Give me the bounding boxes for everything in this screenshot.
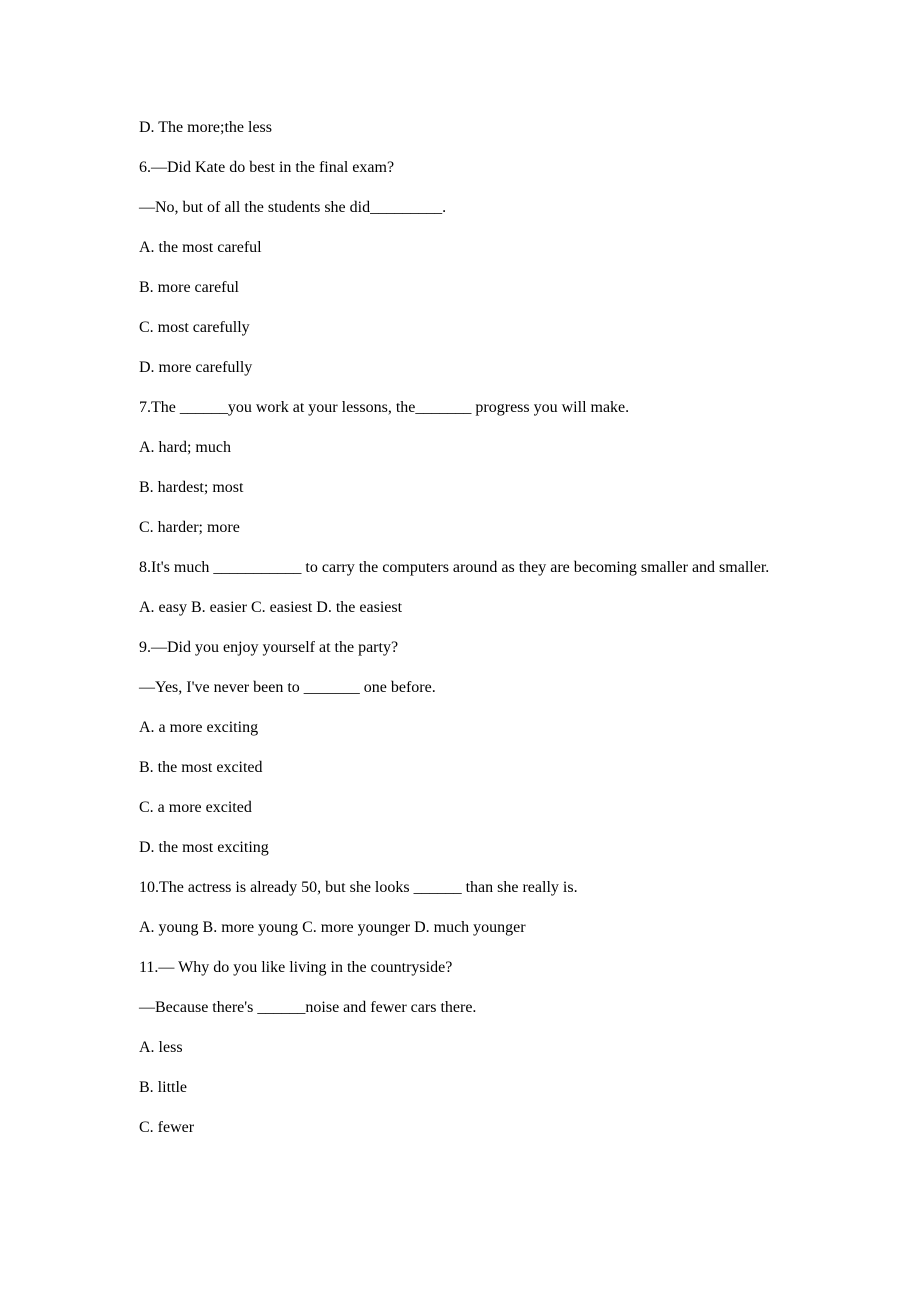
option-line: B. hardest; most xyxy=(139,479,244,496)
option-line: C. a more excited xyxy=(139,799,252,816)
option-line: D. The more;the less xyxy=(139,119,273,136)
document-body xyxy=(139,114,779,1154)
question-line: —No, but of all the students she did_________. xyxy=(139,199,447,216)
option-line: A. young B. more young C. more younger D. much younger xyxy=(139,919,526,936)
option-line: C. most carefully xyxy=(139,319,250,336)
option-line: D. the most exciting xyxy=(139,839,269,856)
question-line: —Yes, I've never been to _______ one before. xyxy=(139,679,436,696)
option-line: A. a more exciting xyxy=(139,719,259,736)
question-line: 9.—Did you enjoy yourself at the party? xyxy=(139,639,399,656)
question-line: 7.The ______you work at your lessons, the_______ progress you will make. xyxy=(139,399,630,416)
question-line: 11.— Why do you like living in the countryside? xyxy=(139,959,453,976)
option-line: C. harder; more xyxy=(139,519,240,536)
option-line: B. little xyxy=(139,1079,187,1096)
option-line: A. hard; much xyxy=(139,439,231,456)
question-line: 6.—Did Kate do best in the final exam? xyxy=(139,159,395,176)
question-line: —Because there's ______noise and fewer cars there. xyxy=(139,999,477,1016)
question-line: 8.It's much ___________ to carry the computers around as they are becoming smaller and smaller. xyxy=(139,559,770,576)
option-line: D. more carefully xyxy=(139,359,253,376)
option-line: A. less xyxy=(139,1039,183,1056)
option-line: A. easy B. easier C. easiest D. the easiest xyxy=(139,599,403,616)
question-line: 10.The actress is already 50, but she looks ______ than she really is. xyxy=(139,879,578,896)
option-line: B. the most excited xyxy=(139,759,263,776)
option-line: C. fewer xyxy=(139,1119,195,1136)
option-line: A. the most careful xyxy=(139,239,262,256)
option-line: B. more careful xyxy=(139,279,239,296)
